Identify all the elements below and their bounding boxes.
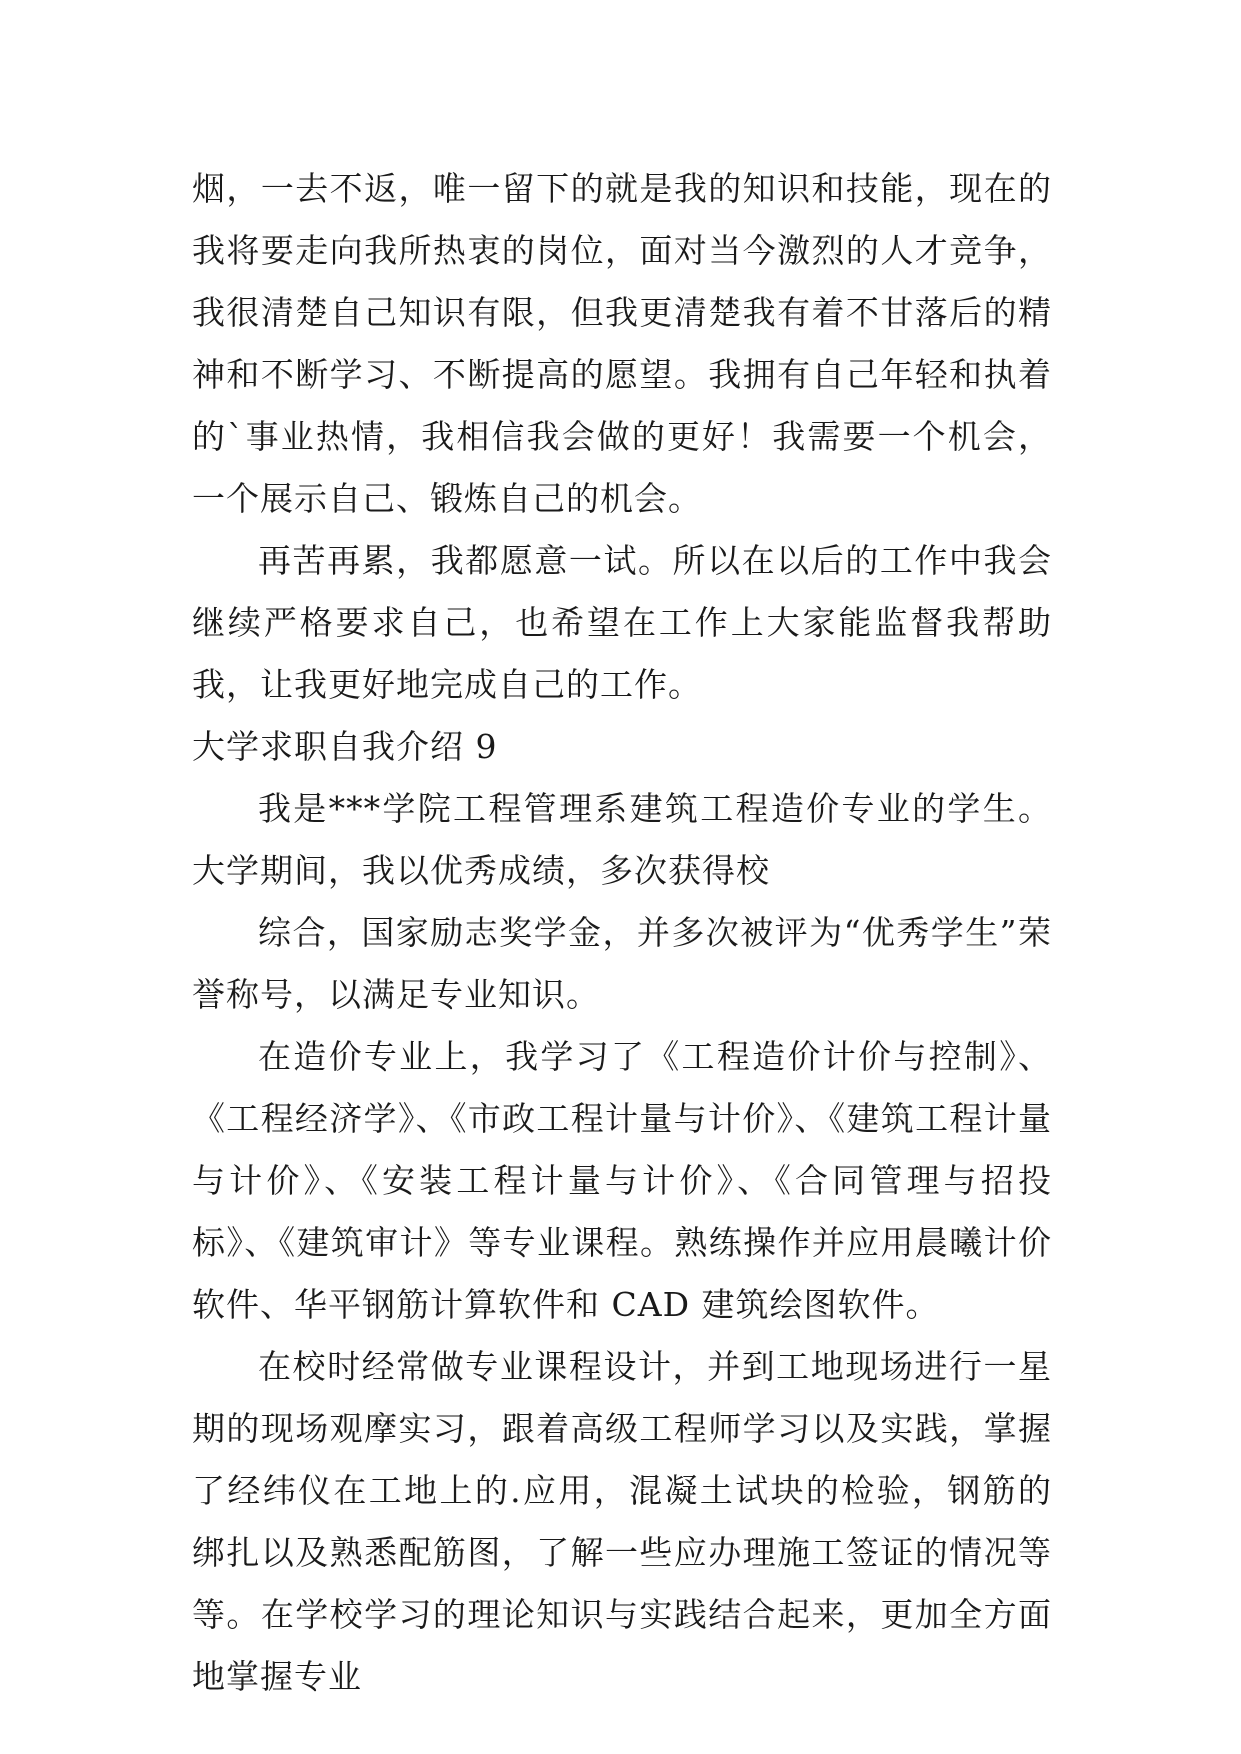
paragraph-4: 综合，国家励志奖学金，并多次被评为“优秀学生”荣誉称号，以满足专业知识。 <box>192 913 1052 1014</box>
paragraph-1: 烟，一去不返，唯一留下的就是我的知识和技能，现在的我将要走向我所热衷的岗位，面对当今激烈的人才竞争，我很清楚自己知识有限，但我更清楚我有着不甘落后的精神和不断学习、不断提高的愿望。我拥有自己年轻和执着的`事业热情，我相信我会做的更好！我需要一个机会，一个展示自己、锻炼自己的机会。 <box>192 169 1052 518</box>
document-body <box>192 158 1052 1708</box>
paragraph-2: 再苦再累，我都愿意一试。所以在以后的工作中我会继续严格要求自己，也希望在工作上大家能监督我帮助我，让我更好地完成自己的工作。 <box>192 541 1052 704</box>
paragraph-5: 在造价专业上，我学习了《工程造价计价与控制》、《工程经济学》、《市政工程计量与计价》、《建筑工程计量与计价》、《安装工程计量与计价》、《合同管理与招投标》、《建筑审计》等专业课程。熟练操作并应用晨曦计价软件、华平钢筋计算软件和 CAD 建筑绘图软件。 <box>192 1037 1052 1324</box>
paragraph-6: 在校时经常做专业课程设计，并到工地现场进行一星期的现场观摩实习，跟着高级工程师学习以及实践，掌握了经纬仪在工地上的.应用，混凝土试块的检验，钢筋的绑扎以及熟悉配筋图，了解一些应办理施工签证的情况等等。在学校学习的理论知识与实践结合起来，更加全方面地掌握专业 <box>192 1347 1052 1696</box>
paragraph-3: 我是***学院工程管理系建筑工程造价专业的学生。大学期间，我以优秀成绩，多次获得校 <box>192 789 1052 890</box>
section-heading: 大学求职自我介绍 9 <box>192 727 498 766</box>
